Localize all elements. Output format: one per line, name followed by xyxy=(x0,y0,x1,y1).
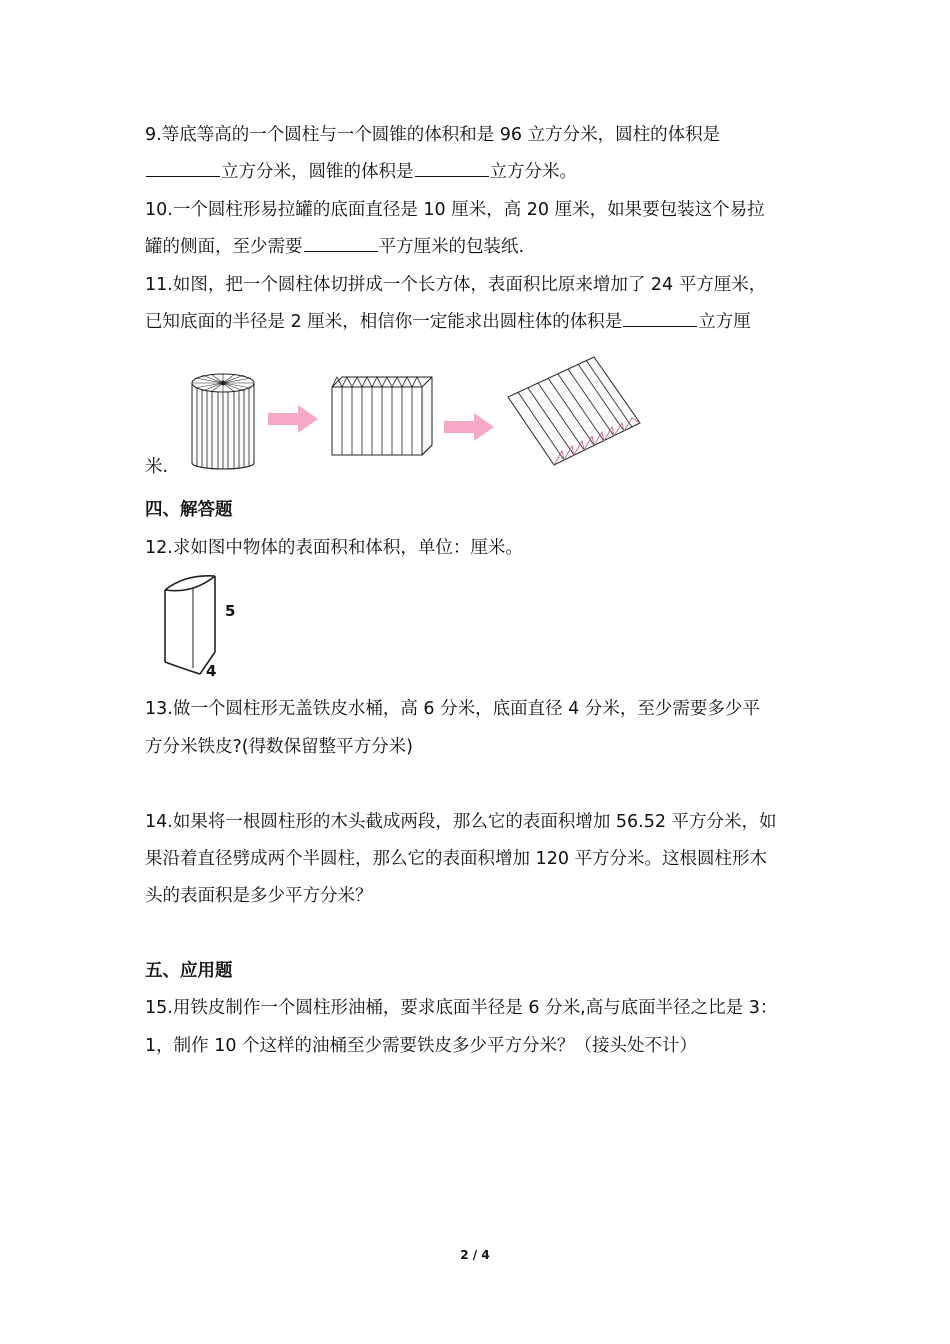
q14-line2: 果沿着直径劈成两个半圆柱，那么它的表面积增加 120 平方分米。这根圆柱形木 xyxy=(145,849,768,869)
page-number: 2 / 4 xyxy=(460,1248,490,1262)
q11-line2 xyxy=(145,310,751,334)
q14-line1: 14.如果将一根圆柱形的木头截成两段，那么它的表面积增加 56.52 平方分米，如 xyxy=(145,812,777,832)
q10-line2 xyxy=(145,235,524,259)
q11-tilted-prism-image xyxy=(508,357,640,465)
q10-line2-end: 平方厘米的包装纸. xyxy=(378,237,525,257)
q13-line2: 方分米铁皮?(得数保留整平方分米) xyxy=(145,737,413,757)
section5-title: 五、应用题 xyxy=(145,961,233,981)
q12-figure xyxy=(155,570,255,680)
q11-prism-image xyxy=(332,377,432,455)
q11-line2-end: 立方厘 xyxy=(698,312,751,332)
q15-line1: 15.用铁皮制作一个圆柱形油桶，要求底面半径是 6 分米,高与底面半径之比是 3： xyxy=(145,998,778,1018)
q12-radius-label: 4 xyxy=(206,662,217,680)
q9-line2-end: 立方分米。 xyxy=(489,162,577,182)
q12-text: 12.求如图中物体的表面积和体积，单位：厘米。 xyxy=(145,538,523,558)
q12-height-label: 5 xyxy=(225,602,236,620)
arrow-right-icon xyxy=(268,405,318,433)
arrow-right-icon xyxy=(444,413,494,441)
q14-line3: 头的表面积是多少平方分米？ xyxy=(145,886,373,906)
q9-blank-cylinder[interactable] xyxy=(146,160,220,177)
q9-line2-mid: 立方分米，圆锥的体积是 xyxy=(221,162,414,182)
q11-line2-start: 已知底面的半径是 2 厘米，相信你一定能求出圆柱体的体积是 xyxy=(145,312,623,332)
q15-line2: 1，制作 10 个这样的油桶至少需要铁皮多少平方分米？（接头处不计） xyxy=(145,1036,698,1056)
q9-line1: 9.等底等高的一个圆柱与一个圆锥的体积和是 96 立方分米，圆柱的体积是 xyxy=(145,125,721,145)
q11-line1: 11.如图，把一个圆柱体切拼成一个长方体，表面积比原来增加了 24 平方厘米， xyxy=(145,275,767,295)
section4-title: 四、解答题 xyxy=(145,500,233,520)
q10-line2-start: 罐的侧面，至少需要 xyxy=(145,237,303,257)
q9-line2 xyxy=(145,160,577,184)
q11-figure xyxy=(180,355,650,475)
q10-line1: 10.一个圆柱形易拉罐的底面直径是 10 厘米，高 20 厘米，如果要包装这个易拉 xyxy=(145,200,765,220)
q9-blank-cone[interactable] xyxy=(415,160,489,177)
q13-line1: 13.做一个圆柱形无盖铁皮水桶，高 6 分米，底面直径 4 分米，至少需要多少平 xyxy=(145,699,760,719)
q10-blank[interactable] xyxy=(304,235,378,252)
q11-blank[interactable] xyxy=(623,310,697,327)
q11-cylinder-image xyxy=(192,374,254,469)
q11-line3: 米. xyxy=(145,457,169,477)
